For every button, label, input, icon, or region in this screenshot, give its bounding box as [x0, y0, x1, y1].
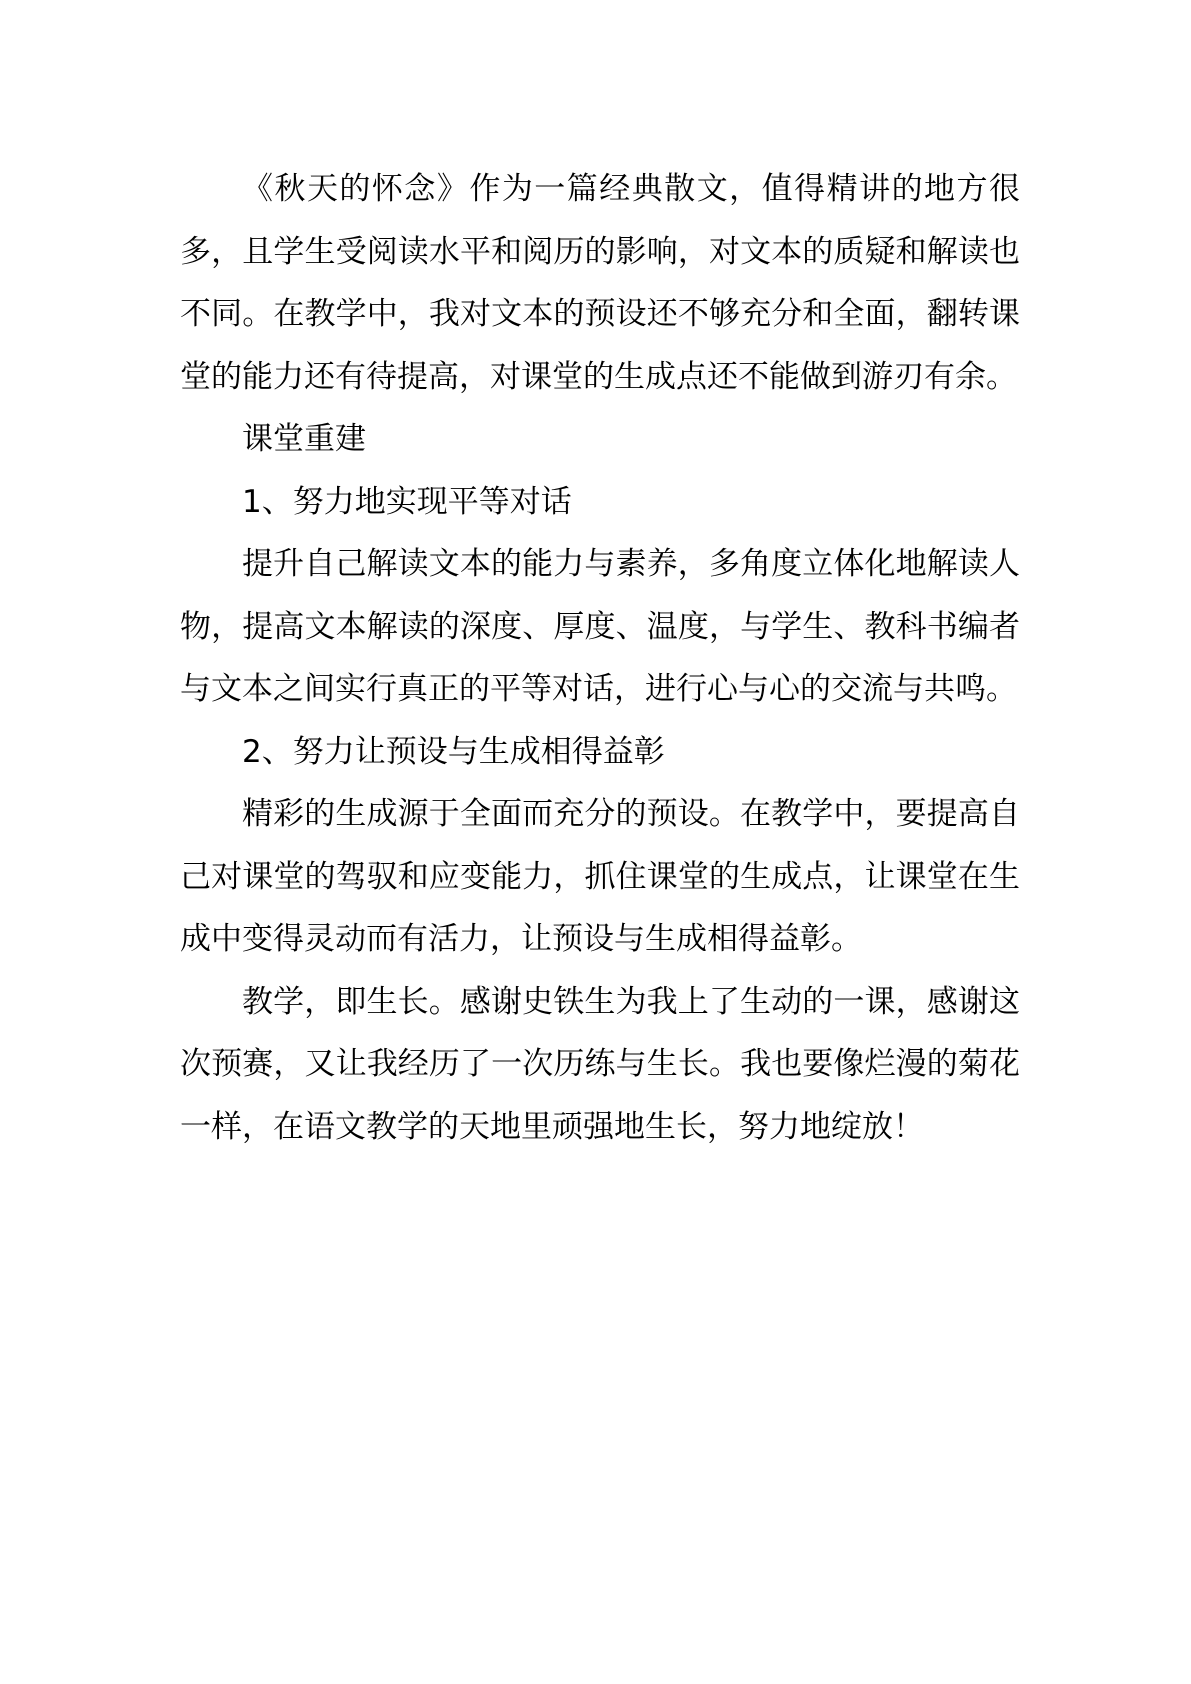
paragraph-preset-generation: 精彩的生成源于全面而充分的预设。在教学中，要提高自己对课堂的驾驭和应变能力，抓住课堂的生成点，让课堂在生成中变得灵动而有活力，让预设与生成相得益彰。 [180, 796, 1020, 957]
section-heading-rebuild: 课堂重建 [242, 421, 366, 457]
subheading-preset-generation: 2、努力让预设与生成相得益彰 [242, 733, 665, 770]
subheading-equal-dialogue: 1、努力地实现平等对话 [242, 483, 572, 520]
paragraph-equal-dialogue: 提升自己解读文本的能力与素养，多角度立体化地解读人物，提高文本解读的深度、厚度、温度，与学生、教科书编者与文本之间实行真正的平等对话，进行心与心的交流与共鸣。 [180, 546, 1020, 707]
paragraph-conclusion: 教学，即生长。感谢史铁生为我上了生动的一课，感谢这次预赛，又让我经历了一次历练与生长。我也要像烂漫的菊花一样，在语文教学的天地里顽强地生长，努力地绽放！ [180, 983, 1020, 1145]
document-body [180, 158, 1020, 1158]
paragraph-reflection: 《秋天的怀念》作为一篇经典散文，值得精讲的地方很多，且学生受阅读水平和阅历的影响，对文本的质疑和解读也不同。在教学中，我对文本的预设还不够充分和全面，翻转课堂的能力还有待提高，对课堂的生成点还不能做到游刃有余。 [180, 171, 1020, 395]
